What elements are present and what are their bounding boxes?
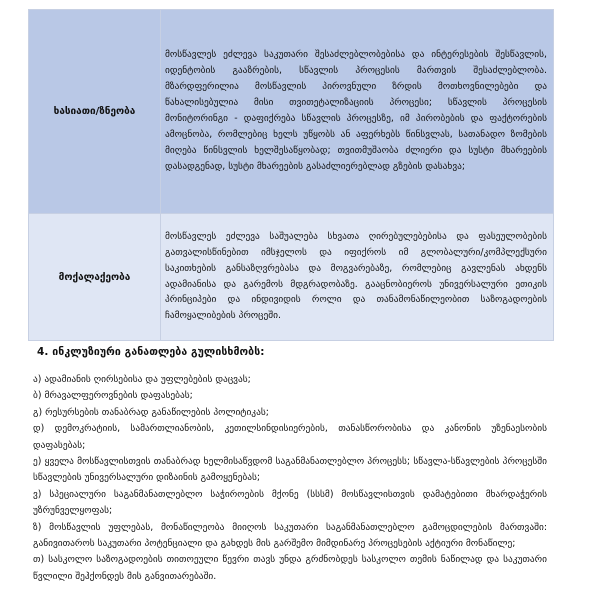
row-label: მოქალაქეობა — [29, 214, 161, 341]
list-item: დ) დემოკრატიის, სამართლიანობის, კეთილსინდისიერების, თანასწორობისა და კანონის უზენაესობის დაფასებას; — [33, 423, 547, 451]
list-item: თ) სასკოლო საზოგადოების თითოეული წევრი თავს უნდა გრძნობდეს სასკოლო თემის ნაწილად და საკუთარი წვლილი შეჰქონდეს მის განვითარებაში. — [33, 554, 547, 582]
table-row — [29, 214, 554, 341]
values-table — [28, 9, 554, 341]
list-item: ზ) მოსწავლის უფლებას, მონაწილეობა მიიღოს საკუთარი საგანმანათლებლო გამოცდილების მართვაში: განივითაროს საკუთარი პოტენციალი და გახდეს მის გარშემო მიმდინარე პროცესების აქტიური მონაწილე; — [33, 521, 547, 550]
list-item: გ) რესურსების თანაბრად განაწილების პოლიტიკას; — [33, 406, 269, 418]
list-item: ა) ადამიანის ღირსებისა და უფლებების დაცვას; — [33, 374, 251, 385]
section-heading: 4. ინკლუზიური განათლება გულისხმობს: — [37, 346, 265, 358]
row-text: მოსწავლეს ეძლევა საკუთარი შესაძლებლობებისა და ინტერესების შესწავლის, იდენტობის გააზრების, სწავლის პროცესის მართვის შესაძლებლობა. მზარდფერილია მოსწავლის პიროვნული ზრდის მოთხოვნილებები და წახალისებულია მისი თვითეტალიზაციის პროცესი; სწავლის პროცესის მონიტორინგი - დაფიქრება სწავლის პროცესზე, იმ პირობების და ფაქტორების ამოცნობა, რომლებიც ხელს უწყობს ან აფერხებს წინსვლას, სათანადო ზომების მიღება წინსვლის ხელშესაწყობად; თვითმუშაობა ძლიერი და სუსტი მხარეების დასადგენად, სუსტი მხარეების გასაძლიერებლად გზების დასახვა; — [161, 10, 554, 214]
row-text: მოსწავლეს ეძლევა საშუალება სხვათა ღირებულებებისა და ფასეულობების გათვალისწინებით იმსჯელოს და იფიქროს იმ გლობალური/კომპლექსური საკითხების განსაზღვრებასა და მოგვარებაზე, რომლებიც გავლენას ახდენს ადამიანისა და გარემოს მდგრადობაზე. გააცნობიეროს უნივერსალური ეთიკის პრინციპები და ინდივიდის როლი და თანამონაწილეობით საზოგადოების ჩამოყალიბების პროცეში. — [161, 214, 554, 341]
table-row — [29, 10, 554, 214]
inclusive-education-list — [33, 372, 547, 585]
list-item: ბ) მრავალფეროვნების დაფასებას; — [33, 390, 193, 402]
list-item: ე) ყველა მოსწავლისთვის თანაბრად ხელმისაწვდომ საგანმანათლებლო პროცესს; სწავლა-სწავლების პროცესში სწავლების უნივერსალური დიზაინის გამოყენებას; — [33, 456, 547, 484]
row-label: ხასიათი/ზნეობა — [29, 10, 161, 214]
list-item: ვ) სპეციალური საგანმანათლებლო საჭიროების მქონე (სსსმ) მოსწავლისთვის დამატებითი მხარდაჭერის უზრუნველყოფას; — [33, 488, 547, 517]
